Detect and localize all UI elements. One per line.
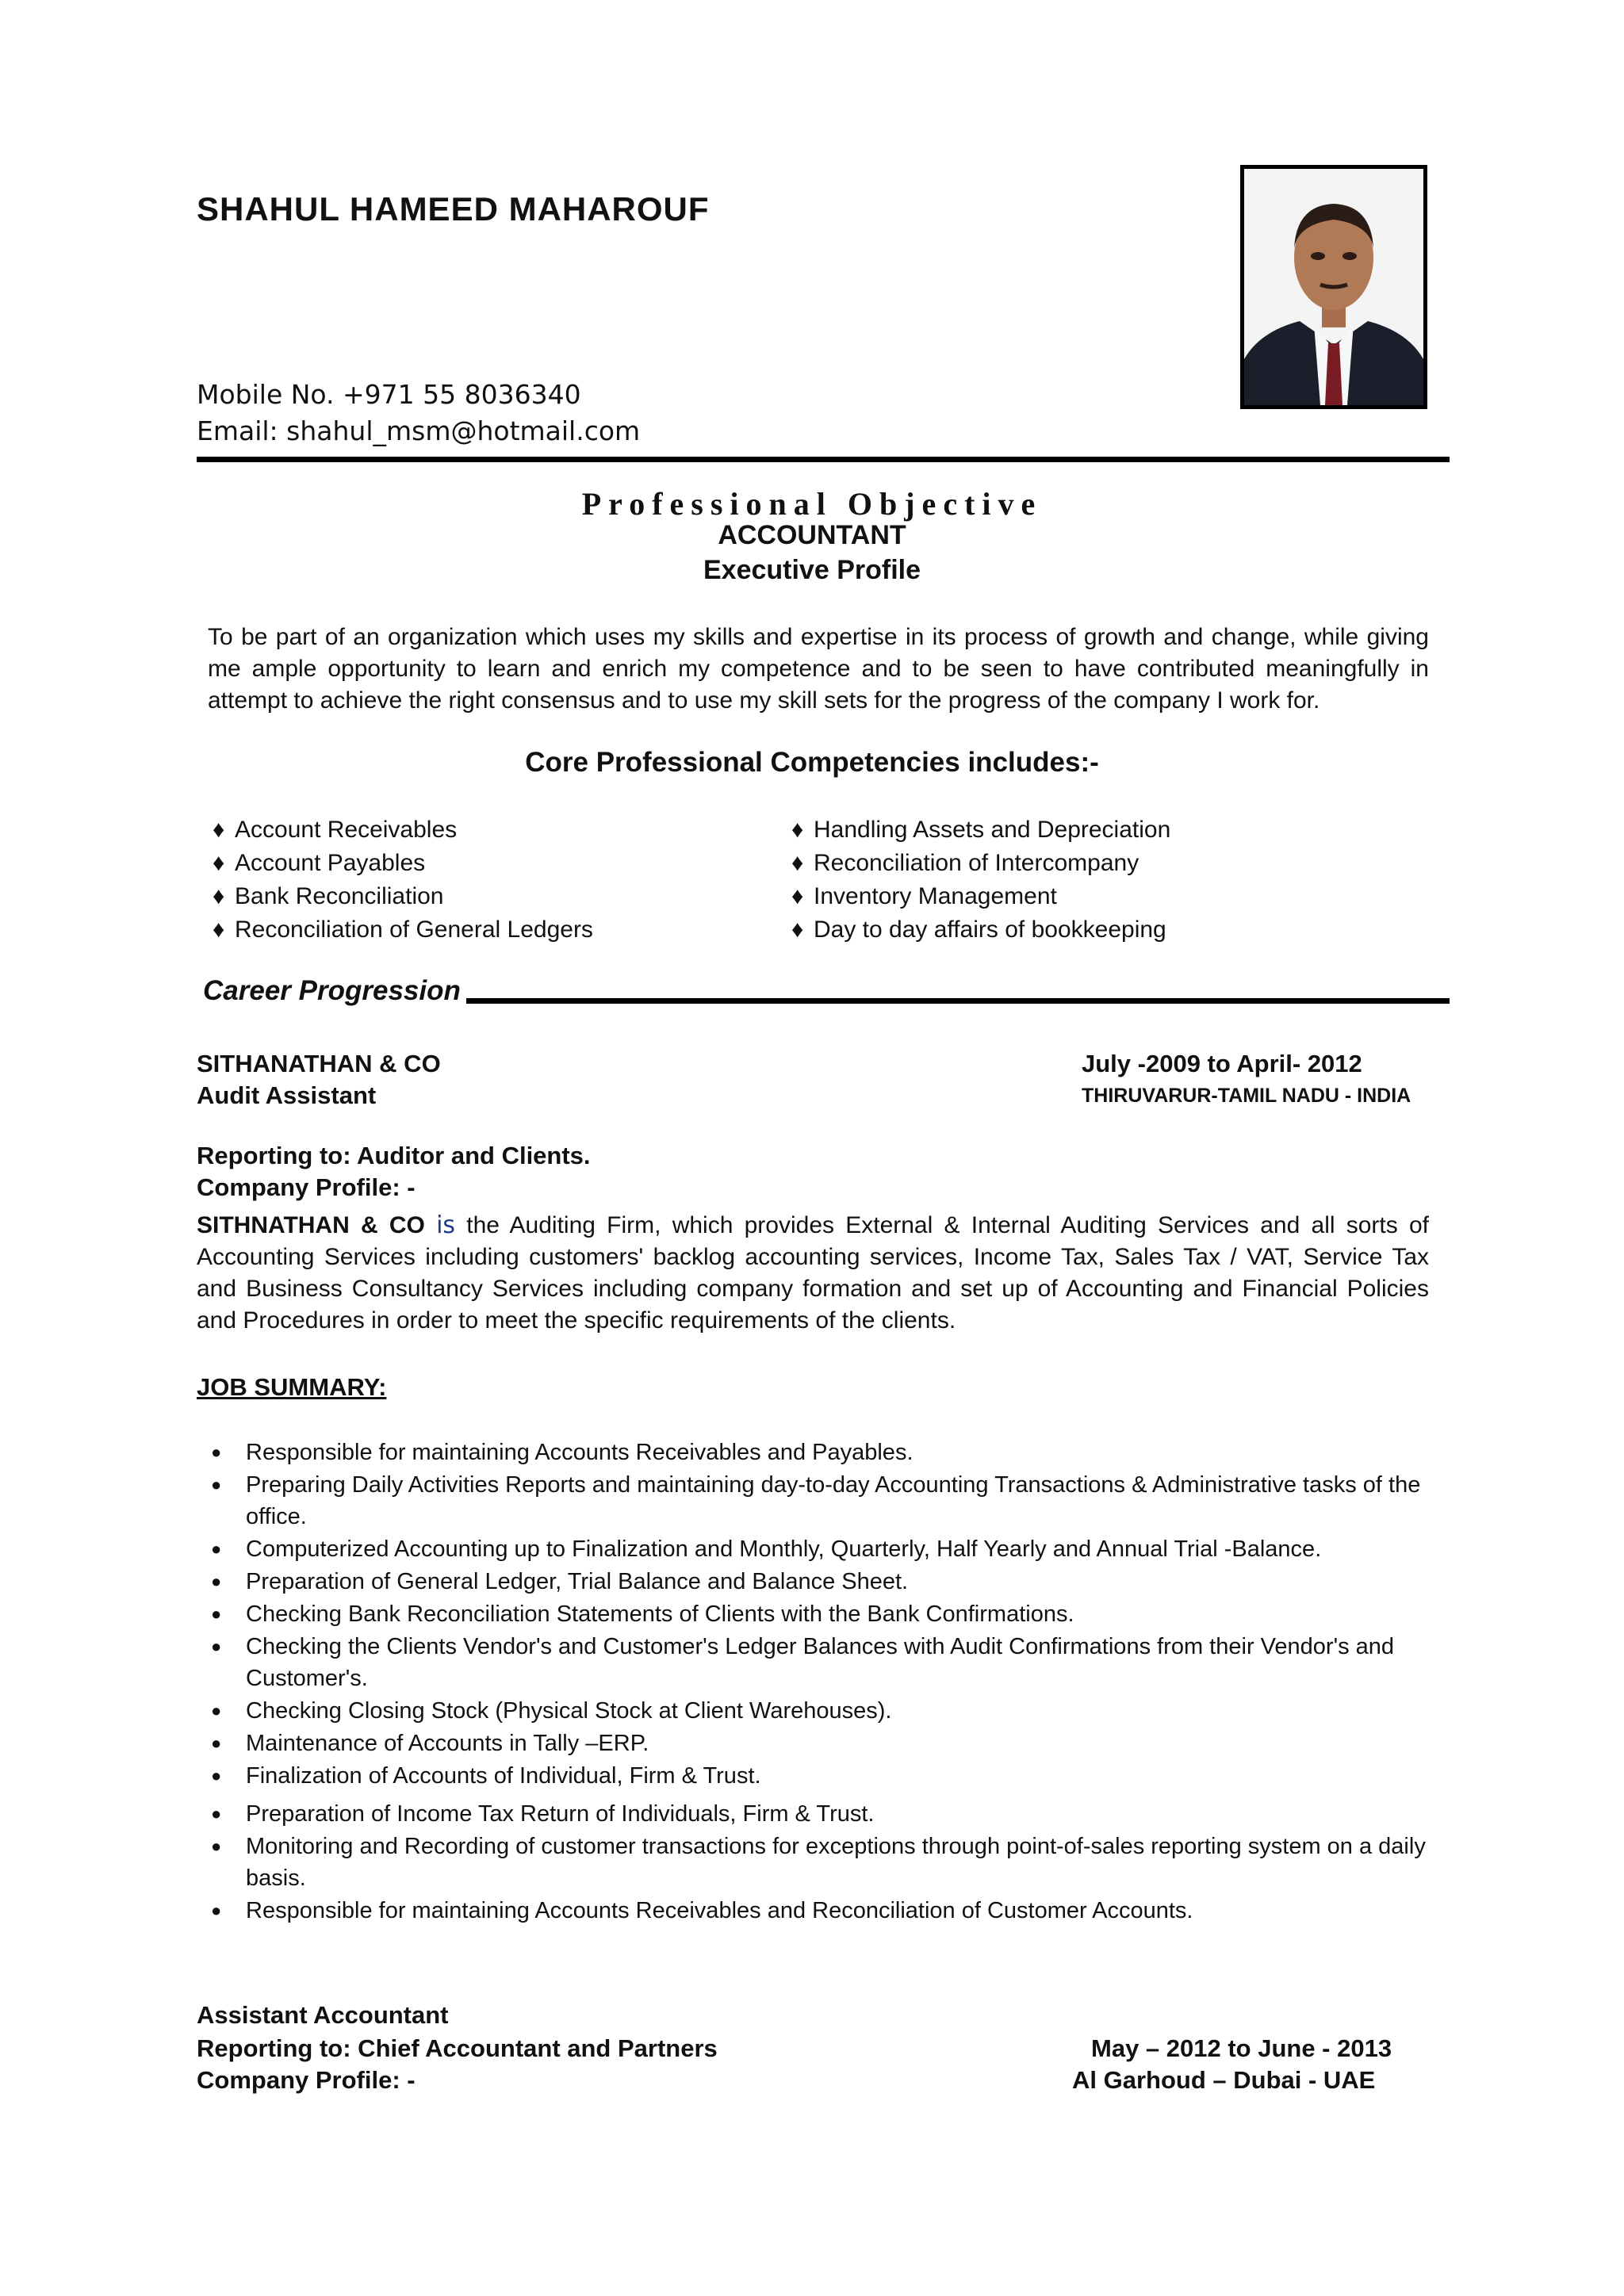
bullet-icon: ● (211, 1475, 222, 1494)
diamond-bullet-icon: ♦ (213, 850, 225, 876)
job1-location: THIRUVARUR-TAMIL NADU - INDIA (1082, 1085, 1411, 1107)
profile-photo (1240, 165, 1427, 409)
objective-heading: Professional Objective (581, 486, 1043, 522)
portrait-image (1244, 169, 1423, 405)
job1-dates: July -2009 to April- 2012 (1082, 1050, 1362, 1077)
objective-text: To be part of an organization which uses my skills and expertise in its process of growth and change, while giving me ample opportunity to learn and enrich my competence and to be seen to have contributed meaningfully in attempt to achieve the right consensus and to use my skill sets for the progress of the company I work for. (208, 624, 1429, 714)
bullet-icon: ● (211, 1733, 222, 1753)
list-item: ● Preparation of Income Tax Return of Individuals, Firm & Trust. (198, 1798, 1427, 1830)
profile-description: the Auditing Firm, which provides External & Internal Auditing Services and all sorts of Accounting Services including customers' backlog accounting services, Income Tax, Sales Tax / VAT, Service Tax and Business Consultancy Services including company formation and set up of Accounting and Financial Policies and Procedures in order to meet the specific requirements of the clients. (197, 1212, 1429, 1334)
diamond-bullet-icon: ♦ (791, 883, 804, 909)
email-address: Email: shahul_msm@hotmail.com (197, 415, 641, 446)
career-divider (466, 998, 1450, 1004)
bullet-icon: ● (211, 1701, 222, 1720)
list-item: ● Preparing Daily Activities Reports and maintaining day-to-day Accounting Transactions & Administrative tasks of the office. (198, 1469, 1427, 1533)
diamond-bullet-icon: ♦ (791, 916, 804, 943)
bullet-icon: ● (211, 1766, 222, 1785)
job-summary-heading: JOB SUMMARY: (197, 1373, 387, 1401)
competencies-right-list (791, 817, 1426, 950)
job1-title: Audit Assistant (197, 1081, 377, 1109)
competency-item: ♦ Handling Assets and Depreciation (791, 817, 1171, 843)
list-item: ● Responsible for maintaining Accounts Receivables and Payables. (198, 1437, 1427, 1468)
bullet-icon: ● (211, 1836, 222, 1856)
list-item: ● Checking Bank Reconciliation Statements of Clients with the Bank Confirmations. (198, 1598, 1427, 1630)
objective-role: ACCOUNTANT (718, 520, 906, 550)
profile-is-word: is (436, 1211, 456, 1239)
list-item: ● Computerized Accounting up to Finalization and Monthly, Quarterly, Half Yearly and Annual Trial -Balance. (198, 1533, 1427, 1565)
profile-company-name: SITHNATHAN & CO (197, 1212, 425, 1238)
bullet-icon: ● (211, 1604, 222, 1624)
diamond-bullet-icon: ♦ (213, 817, 225, 843)
job2-reporting: Reporting to: Chief Accountant and Partners (197, 2034, 718, 2062)
job1-profile-label: Company Profile: - (197, 1173, 416, 1201)
job2-title: Assistant Accountant (197, 2001, 449, 2029)
competency-item: ♦ Reconciliation of General Ledgers (213, 916, 593, 943)
competencies-heading: Core Professional Competencies includes:- (525, 747, 1099, 778)
job-summary-list (198, 1437, 1427, 1927)
job2-profile-label: Company Profile: - (197, 2066, 416, 2094)
list-item: ● Maintenance of Accounts in Tally –ERP. (198, 1728, 1427, 1759)
competency-item: ♦ Inventory Management (791, 883, 1057, 909)
competency-item: ♦ Day to day affairs of bookkeeping (791, 916, 1166, 943)
diamond-bullet-icon: ♦ (791, 817, 804, 843)
list-item: ● Responsible for maintaining Accounts Receivables and Reconciliation of Customer Accounts. (198, 1895, 1427, 1927)
list-item: ● Checking Closing Stock (Physical Stock at Client Warehouses). (198, 1695, 1427, 1727)
competency-item: ♦ Account Receivables (213, 817, 458, 843)
bullet-icon: ● (211, 1442, 222, 1462)
bullet-icon: ● (211, 1539, 222, 1559)
candidate-name: SHAHUL HAMEED MAHAROUF (197, 190, 710, 228)
bullet-icon: ● (211, 1636, 222, 1656)
diamond-bullet-icon: ♦ (791, 850, 804, 876)
job2-dates: May – 2012 to June - 2013 (1091, 2034, 1392, 2062)
job2-location: Al Garhoud – Dubai - UAE (1072, 2066, 1376, 2094)
list-item: ● Preparation of General Ledger, Trial Balance and Balance Sheet. (198, 1566, 1427, 1598)
competency-item: ♦ Account Payables (213, 850, 426, 876)
job1-company-profile (197, 1210, 1429, 1337)
profile-title: Executive Profile (703, 555, 921, 585)
bullet-icon: ● (211, 1900, 222, 1920)
job1-reporting: Reporting to: Auditor and Clients. (197, 1142, 591, 1169)
bullet-icon: ● (211, 1804, 222, 1823)
list-item: ● Finalization of Accounts of Individual, Firm & Trust. (198, 1760, 1427, 1792)
diamond-bullet-icon: ♦ (213, 883, 225, 909)
career-heading: Career Progression (203, 975, 461, 1006)
competency-item: ♦ Reconciliation of Intercompany (791, 850, 1139, 876)
mobile-number: Mobile No. +971 55 8036340 (197, 379, 581, 410)
competencies-left-list (213, 817, 768, 950)
list-item: ● Checking the Clients Vendor's and Customer's Ledger Balances with Audit Confirmations from their Vendor's and Customer's. (198, 1631, 1427, 1694)
list-item: ● Monitoring and Recording of customer transactions for exceptions through point-of-sales reporting system on a daily basis. (198, 1831, 1427, 1894)
bullet-icon: ● (211, 1571, 222, 1591)
competency-item: ♦ Bank Reconciliation (213, 883, 444, 909)
diamond-bullet-icon: ♦ (213, 916, 225, 943)
header-divider (197, 457, 1450, 462)
job1-company: SITHANATHAN & CO (197, 1050, 441, 1077)
